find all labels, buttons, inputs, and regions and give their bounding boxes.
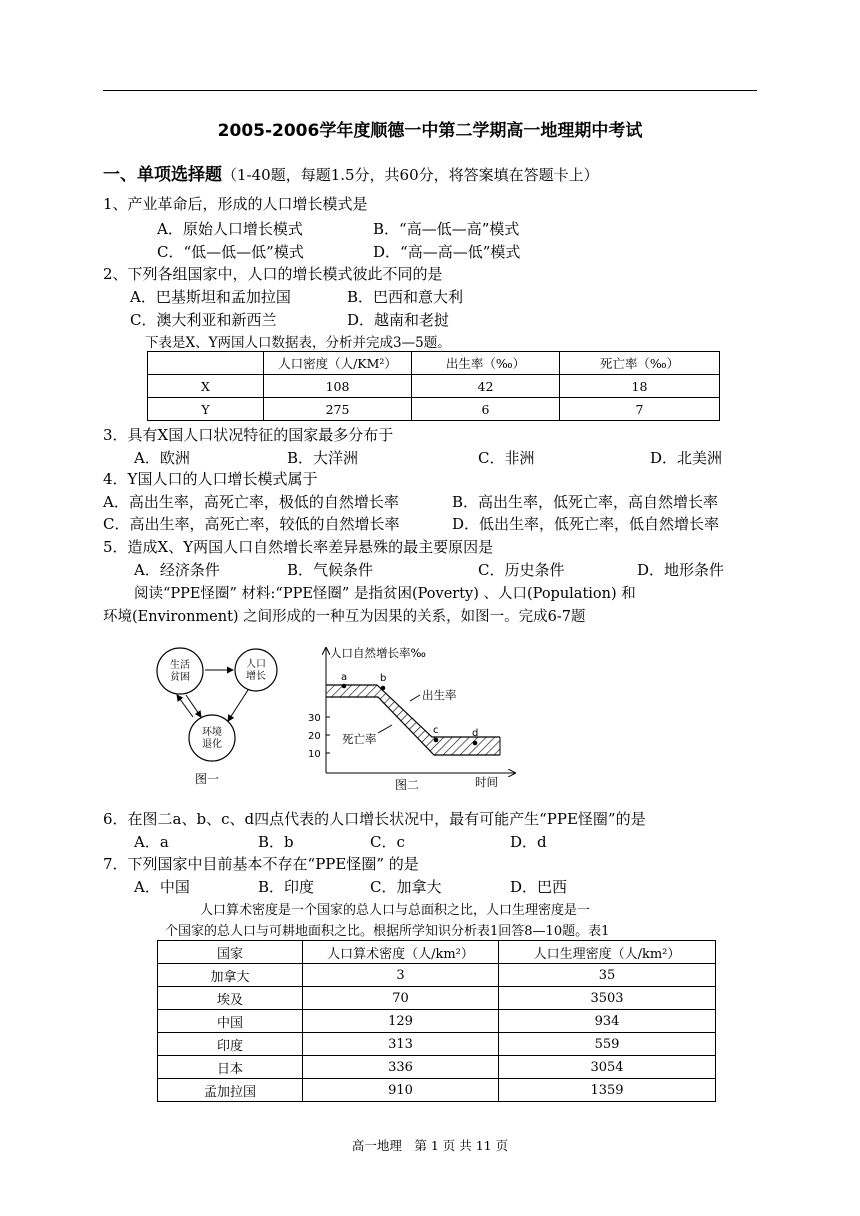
arrow-population-environment	[228, 690, 248, 721]
q6-option-b: B．b	[258, 833, 294, 851]
q6-option-d: D．d	[510, 833, 547, 851]
table-cell: 108	[264, 375, 412, 398]
q5-option-a: A．经济条件	[134, 561, 220, 579]
table-cell: 出生率（‰）	[412, 352, 560, 375]
point-c-label: c	[433, 725, 439, 736]
q3-stem: 3．具有X国人口状况特征的国家最多分布于	[103, 426, 394, 444]
node-environment-label-1: 环境	[202, 727, 222, 738]
node-poverty	[157, 648, 203, 694]
q2-option-b: B．巴西和意大利	[347, 288, 464, 306]
q2-option-a: A．巴基斯坦和孟加拉国	[130, 288, 291, 306]
table-cell: 129	[303, 1010, 499, 1033]
section-heading	[103, 160, 599, 185]
intro-density-line2: 个国家的总人口与可耕地面积之比。根据所学知识分析表1回答8—10题。表1	[165, 924, 610, 939]
table-row	[148, 352, 720, 375]
table-cell: 埃及	[158, 987, 303, 1010]
point-b-label: b	[380, 673, 387, 684]
q6-stem: 6．在图二a、b、c、d四点代表的人口增长状况中，最有可能产生“PPE怪圈”的是	[103, 810, 646, 828]
node-population-label-2: 增长	[246, 671, 266, 682]
q2-option-c: C．澳大利亚和新西兰	[130, 311, 277, 329]
birth-rate-pointer	[410, 695, 420, 701]
node-poverty-label-2: 贫困	[170, 672, 190, 683]
birth-rate-label: 出生率	[422, 688, 457, 702]
table-row	[158, 1079, 716, 1102]
q7-stem: 7．下列国家中目前基本不存在“PPE怪圈” 的是	[103, 855, 419, 873]
node-population	[235, 649, 277, 691]
point-d-label: d	[472, 728, 479, 739]
table-cell: X	[148, 375, 264, 398]
table-row	[158, 987, 716, 1010]
q3-option-d: D．北美洲	[650, 449, 723, 467]
node-environment	[189, 715, 235, 761]
q3-option-b: B．大洋洲	[287, 449, 359, 467]
point-a-label: a	[341, 672, 348, 683]
q1-option-b: B．“高—低—高”模式	[373, 220, 520, 238]
table-cell: 日本	[158, 1056, 303, 1079]
q4-option-c: C．高出生率，高死亡率，较低的自然增长率	[103, 515, 400, 533]
intro-table1: 下表是X、Y两国人口数据表，分析并完成3—5题。	[145, 335, 451, 351]
table-cell: 275	[264, 398, 412, 421]
table-cell: 934	[499, 1010, 716, 1033]
q7-option-d: D．巴西	[510, 878, 568, 896]
table-cell: 910	[303, 1079, 499, 1102]
death-rate-label: 死亡率	[342, 732, 377, 746]
y-axis-label: 人口自然增长率‰	[330, 646, 426, 660]
table-cell: Y	[148, 398, 264, 421]
q5-stem: 5．造成X、Y两国人口自然增长率差异悬殊的最主要原因是	[103, 538, 494, 556]
intro-ppe-line1: 阅读“PPE怪圈” 材料:“PPE怪圈” 是指贫困(Poverty) 、人口(Population) 和	[134, 586, 636, 602]
death-rate-pointer	[378, 725, 392, 733]
point-d	[473, 741, 478, 746]
table-row	[158, 1010, 716, 1033]
table-cell: 559	[499, 1033, 716, 1056]
page-footer: 高一地理 第 1 页 共 11 页	[351, 1138, 509, 1153]
table-row	[158, 1033, 716, 1056]
q4-option-b: B．高出生率，低死亡率，高自然增长率	[452, 493, 719, 511]
table-cell: 35	[499, 964, 716, 987]
exam-title: 2005-2006学年度顺德一中第二学期高一地理期中考试	[217, 121, 643, 141]
q5-option-b: B．气候条件	[287, 561, 374, 579]
table-cell: 70	[303, 987, 499, 1010]
q2-option-d: D．越南和老挝	[347, 311, 450, 329]
figure-2-caption: 图二	[395, 778, 420, 792]
figure-2-growth-chart	[300, 643, 525, 793]
intro-ppe-line2: 环境(Environment) 之间形成的一种互为因果的关系，如图一。完成6-7题	[103, 609, 586, 625]
table-cell: 313	[303, 1033, 499, 1056]
y-tick-label-10: 10	[308, 749, 321, 760]
table-cell: 人口密度（人/KM²）	[264, 352, 412, 375]
point-b	[381, 686, 386, 691]
q7-option-b: B．印度	[258, 878, 315, 896]
q1-option-a: A．原始人口增长模式	[157, 220, 303, 238]
table-cell: 18	[560, 375, 720, 398]
table-cell: 3	[303, 964, 499, 987]
arrow-poverty-environment	[186, 695, 201, 717]
table-row	[158, 941, 716, 964]
q1-stem: 1、产业革命后，形成的人口增长模式是	[103, 195, 368, 213]
table-cell: 人口生理密度（人/km²）	[499, 941, 716, 964]
q4-stem: 4．Y国人口的人口增长模式属于	[103, 470, 318, 488]
point-c	[434, 738, 439, 743]
section-note: （1-40题，每题1.5分，共60分，将答案填在答题卡上）	[222, 166, 599, 184]
table-cell: 孟加拉国	[158, 1079, 303, 1102]
table-cell: 336	[303, 1056, 499, 1079]
arrow-environment-poverty	[177, 695, 193, 717]
point-a	[342, 684, 347, 689]
y-tick-label-30: 30	[308, 713, 321, 724]
q3-option-a: A．欧洲	[134, 449, 190, 467]
x-axis-label: 时间	[475, 775, 498, 789]
table-cell: 42	[412, 375, 560, 398]
table-row	[158, 964, 716, 987]
node-poverty-label-1: 生活	[170, 660, 190, 671]
table-row	[148, 398, 720, 421]
table-cell: 加拿大	[158, 964, 303, 987]
q5-option-d: D．地形条件	[637, 561, 725, 579]
q2-stem: 2、下列各组国家中，人口的增长模式彼此不同的是	[103, 265, 443, 283]
table-row	[158, 1056, 716, 1079]
q4-option-d: D．低出生率，低死亡率，低自然增长率	[452, 515, 720, 533]
q1-option-d: D．“高—高—低”模式	[373, 243, 521, 261]
figure-1-ppe-cycle	[150, 643, 280, 788]
table-cell: 6	[412, 398, 560, 421]
q7-option-a: A．中国	[134, 878, 190, 896]
table-cell: 7	[560, 398, 720, 421]
q1-option-c: C．“低—低—低”模式	[157, 243, 304, 261]
table-cell: 印度	[158, 1033, 303, 1056]
density-table	[157, 940, 716, 1102]
table-cell: 1359	[499, 1079, 716, 1102]
population-table-xy	[147, 351, 720, 421]
top-rule	[103, 90, 757, 91]
table-cell	[148, 352, 264, 375]
q5-option-c: C．历史条件	[478, 561, 565, 579]
q6-option-c: C．c	[370, 833, 405, 851]
intro-density-line1: 人口算术密度是一个国家的总人口与总面积之比，人口生理密度是一	[200, 903, 591, 918]
y-tick-label-20: 20	[308, 731, 321, 742]
table-cell: 死亡率（‰）	[560, 352, 720, 375]
section-label: 一、单项选择题	[103, 165, 222, 185]
q6-option-a: A．a	[134, 833, 169, 851]
table-cell: 3054	[499, 1056, 716, 1079]
table-cell: 人口算术密度（人/km²）	[303, 941, 499, 964]
table-cell: 中国	[158, 1010, 303, 1033]
node-population-label-1: 人口	[246, 659, 266, 670]
table-row	[148, 375, 720, 398]
table-cell: 国家	[158, 941, 303, 964]
q7-option-c: C．加拿大	[370, 878, 442, 896]
table-cell: 3503	[499, 987, 716, 1010]
figure-1-caption: 图一	[194, 772, 220, 786]
node-environment-label-2: 退化	[202, 739, 222, 750]
q3-option-c: C．非洲	[478, 449, 535, 467]
q4-option-a: A．高出生率，高死亡率，极低的自然增长率	[103, 493, 399, 511]
